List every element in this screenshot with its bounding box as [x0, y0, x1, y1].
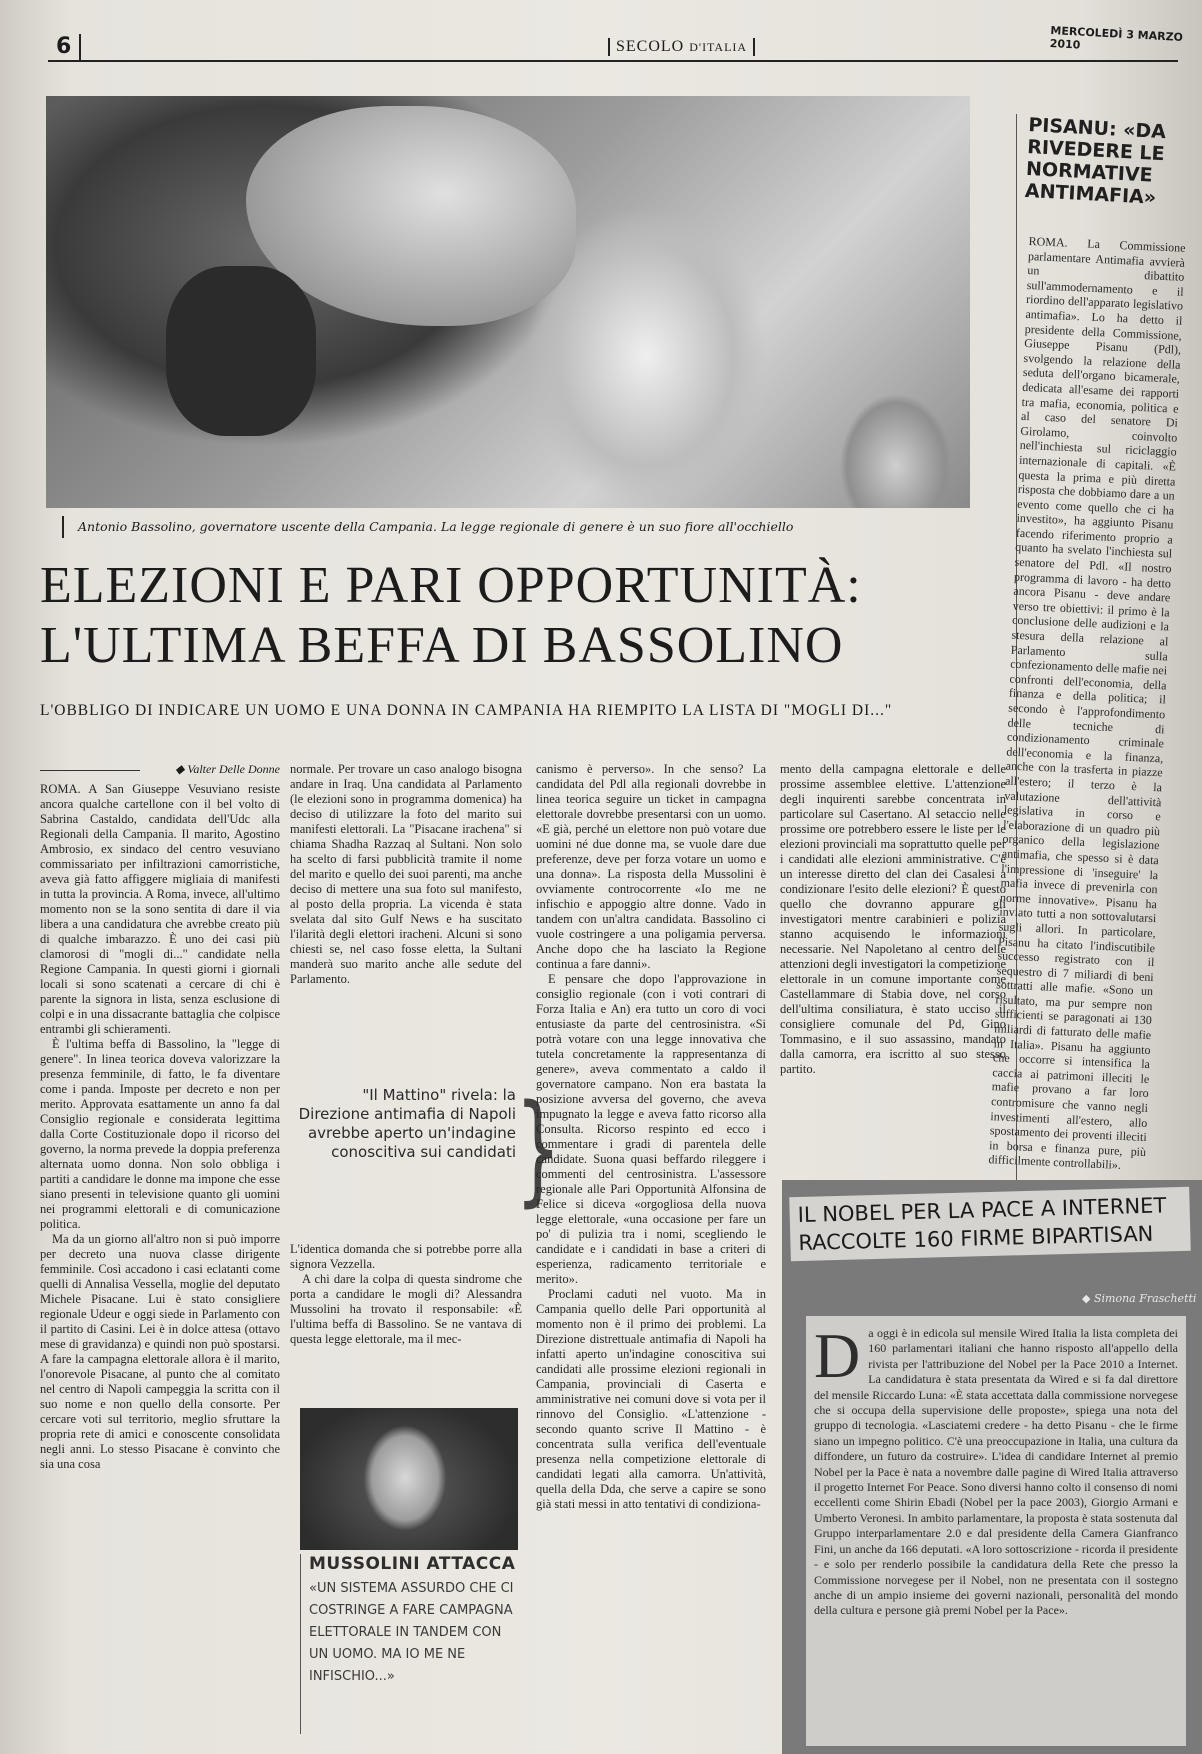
- nobel-body: [806, 1316, 1186, 1746]
- article-column-2-top: [290, 762, 522, 1052]
- pull-quote: "Il Mattino" rivela: la Direzione antimafia di Napoli avrebbe aperto un'indagine conoscitiva sui candidati: [298, 1086, 516, 1161]
- nobel-box: [782, 1180, 1202, 1754]
- masthead-name: SECOLO: [616, 38, 685, 55]
- nobel-body-text: a oggi è in edicola sul mensile Wired Italia la lista completa dei 160 parlamentari italiani che hanno risposto all'appello della rivista per l'attribuzione del Nobel per la Pace 2010 a Internet. La candidatura è stata presentata da Wired e si fa dal direttore del mensile Riccardo Luna: «È stata accettata dalla commissione norvegese che si occupa della supervisione delle proposte», spiega una nota del gruppo di tecnologia. «Lasciatemi credere - ha detto Pisanu - che le firme siano un impegno politico. C'è una preoccupazione in Italia, una cultura da diffondere, un futuro da costruire». L'idea di candidare Internet al premio Nobel per la Pace è nata a novembre dalle pagine di Wired Italia attraverso il progetto Internet For Peace. Sono diversi hanno colto il consenso di nomi eccellenti come Shirin Ebadi (Nobel per la pace 2003), Giorgio Armani e Umberto Veronesi. In ambito parlamentare, la proposta è stata sostenuta dal Gruppo interparlamentare 2.0 e dal presidente della Camera Gianfranco Fini, un anche da 166 deputati. «A loro sottoscrizione - ricorda il presidente - e solo per renderlo possibile la candidatura della Rete che presso la Commissione norvegese per il Nobel, non ne presentata con il sostegno anche di un ampio insieme dei governi nazionali, personalità del mondo della cultura e persone già premi Nobel per la Pace».: [814, 1326, 1178, 1618]
- masthead-small: D'ITALIA: [689, 40, 748, 54]
- bassolino-photo: [46, 96, 970, 508]
- pisanu-body: ROMA. La Commissione parlamentare Antimafia avvierà un dibattito sull'ammodernamento e il riordino dell'apparato legislativo antimafia». Lo ha detto il presidente della Commissione, Giuseppe Pisanu (Pdl), svolgendo la relazione della seduta dell'organo bicamerale, dedicata all'esame dei rapporti tra mafia, economia, politica e al caso del senatore Di Girolamo, coinvolto nell'inchiesta sul riciclaggio internazionale di capitali. «È questa la prima e più diretta risposta che dobbiamo dare a un evento come quello che ci ha investito», ha aggiunto Pisanu facendo riferimento proprio a quanto ha svelato l'inchiesta sul senatore del Pdl. «Il nostro programma di lavoro - ha detto ancora Pisanu - deve andare verso tre obiettivi: il primo è la conclusione delle audizioni e la stesura della relazione al Parlamento sulla confezionamento delle mafie nei confronti dell'economia, della finanza e della politica; il secondo è l'approfondimento delle tecniche di condizionamento criminale dell'economia e la finanza, anche con la trasferta in piazze all'estero; il terzo è la valutazione dell'attività legislativa in corso e l'elaborazione di un quadro più organico della legislazione antimafia, che spesso si è data l'impressione di 'inseguire' la mafia invece di prevenirla con norme innovative». Pisanu ha inviato tutti a non sottovalutarsi sugli allori. In particolare, Pisanu ha citato l'indiscutibile successo registrato con il sequestro di 7 miliardi di beni sottratti alle mafie. «Sono un risultato, ma pur sempre non sufficienti se paragonati ai 130 miliardi di fatturato delle mafie in Italia». Pisanu ha aggiunto che occorre si intensifica la caccia ai patrimoni illeciti le mafie provano a far loro contromisure che vanno negli investimenti all'estero, allo spostamento dei proventi illeciti in borsa e finanza pure, più difficilmente controllabili».: [988, 234, 1186, 1173]
- paragraph: L'identica domanda che si potrebbe porre alla signora Vezzella.: [290, 1242, 522, 1271]
- author-name: Valter Delle Donne: [187, 762, 280, 776]
- headline: [40, 556, 1000, 676]
- paragraph: normale. Per trovare un caso analogo bisogna andare in Iraq. Una candidata al Parlamento (le elezioni sono in programma domenica) ha deciso di utilizzare la foto del marito sui manifesti elettorali. La "Pisacane irachena" si chiama Shadha Razzaq al Sultani. Non solo ha scelto di farsi pubblicità tramite il nome del marito e quello dei suoi parenti, ma anche deciso di mettere una sua foto sul manifesto, al posto della propria. La vicenda è stata svelata dal sito Gulf News e ha suscitato l'ilarità degli elettori iracheni. Alcuni si sono chiesti se, nel caso fosse eletta, la Sultani manderà suo marito anche alle sedute del Parlamento.: [290, 762, 522, 986]
- paragraph: E pensare che dopo l'approvazione in consiglio regionale (con i voti contrari di Forza Italia e An) era tutto un coro di voci entusiaste da parte del centrosinistra. «Si potrà votare con una legge innovativa che tutela concretamente la rappresentanza di genere», aveva commentato a caldo il governatore campano. Non era bastata la posizione avversa del governo, che aveva impugnato la legge e aveva fatto ricorso alla Consulta. Ricorso respinto ed ecco i commentare i gradi di parentela delle candidate. Suona quasi beffardo rileggere i commenti del centrosinistra. L'assessore regionale alle Pari Opportunità Alfonsina de Felice si diceva «orgogliosa della nuova legge elettorale, «una occasione per fare un po' di pulizia tra i nomi, scegliendo le candidate e i candidati in base a criteri di esperienza, radicamento territoriale e merito».: [536, 972, 766, 1286]
- paragraph: canismo è perverso». In che senso? La candidata del Pdl alla regionali dovrebbe in linea teorica seguire un ticket in campagna elettorale dovrebbe presentarsi con un uomo. «E già, perché un elettore non può votare due uomini né due donne ma, se vuole dare due preferenze, deve per forza votare un uomo e una donna». La risposta della Mussolini è ovviamente controcorrente «Io me ne infischio e appoggio altre donne. Vado in tandem con un'altra candidata. Bassolino ci vuole costringere a una poligamia perversa. Anche dopo che ha lasciato la Regione continua a fare danni».: [536, 762, 766, 971]
- paragraph: È l'ultima beffa di Bassolino, la "legge di genere". In linea teorica doveva valorizzare la presenza femminile, di fatto, le fa diventare come i panda. Imposte per decreto e non per merito. Approvata esattamente un anno fa dal Consiglio regionale e considerata legittima dalla Corte Costituzionale dopo il ricorso del governo, la norma prevede la doppia preferenza alternata uomo donna. Non solo obbliga i partiti a candidare le donne ma impone che esse siano presenti in televisione quanto gli uomini nei programmi elettorali e di comunicazione politica.: [40, 1037, 280, 1231]
- mussolini-box-quote: «UN SISTEMA ASSURDO CHE CI COSTRINGE A FARE CAMPAGNA ELETTORALE IN TANDEM CON UN UOMO. MA IO ME NE INFISCHIO...»: [309, 1581, 514, 1684]
- nobel-title: IL NOBEL PER LA PACE A INTERNET RACCOLTE 160 FIRME BIPARTISAN: [789, 1187, 1191, 1261]
- pisanu-title: PISANU: «DA RIVEDERE LE NORMATIVE ANTIMAFIA»: [1024, 114, 1167, 209]
- page-header: [48, 32, 1178, 62]
- nobel-author-name: Simona Fraschetti: [1093, 1292, 1197, 1305]
- headline-line-2: L'ULTIMA BEFFA DI BASSOLINO: [40, 617, 844, 674]
- paragraph: Proclami caduti nel vuoto. Ma in Campania quello delle Pari opportunità al momento non è il primo dei problemi. La Direzione distrettuale antimafia di Napoli ha infatti aperto un'indagine conoscitiva sui candidati alle prossime elezioni regionali in Campania, provinciali di Caserta e amministrative nei comuni dove si vota per il rinnovo del Consiglio. «L'attenzione - secondo quanto scrive Il Mattino - è concentrata sulla verifica dell'eventuale presenza nella competizione elettorale di candidati legati alla camorra. Un'attività, quella della Dda, che serve a capire se sono già stati messi in atto tentativi di condiziona-: [536, 1287, 766, 1511]
- paragraph: Ma da un giorno all'altro non si può imporre per decreto una nuova classe dirigente femminile. Così accadono i casi eclatanti come quelli di Annalisa Vessella, moglie del deputato Michele Pisacane. Lui è stato consigliere regionale Udeur e oggi siede in Parlamento con il partito di Casini. Lei è in dolce attesa (ottavo mese di gravidanza) e quindi non può spostarsi. A fare la campagna elettorale allora è il marito, l'onorevole Pisacane, al punto che al comitato nel centro di Napoli campeggia la scritta con il suo nome e non quello della consorte. Per cercare voti sul territorio, meglio sfruttare la propria rete di amici e conoscente consolidata negli anni. Lo stesso Pisacane è convinto che sia una cosa: [40, 1232, 280, 1471]
- nobel-author: ◆ Simona Fraschetti: [1082, 1292, 1197, 1305]
- article-column-1: [40, 782, 280, 1742]
- mussolini-box-title: MUSSOLINI ATTACCA: [309, 1554, 516, 1574]
- mussolini-photo: [300, 1408, 518, 1550]
- article-column-4: [780, 762, 1006, 1174]
- byline: ◆ Valter Delle Donne: [40, 762, 280, 777]
- paragraph: A chi dare la colpa di questa sindrome che porta a candidare le mogli di? Alessandra Mussolini ha trovato il responsabile: «È l'ultima beffa di Bassolino. Se ne vantava di questa legge elettorale, ma il mec-: [290, 1272, 522, 1346]
- paragraph: mento della campagna elettorale e delle prossime assemblee elettive. L'attenzione degli inquirenti sarebbe concentrata in particolare sul Casertano. Al setaccio nelle prossime ore potrebbero essere le liste per le elezioni provinciali ma soprattutto quelle per i candidati alle elezioni amministrative. C'è un interesse diretto del clan dei Casalesi a condizionare l'esito delle elezioni? È questo quello che dovranno appurare gli investigatori mentre carabinieri e polizia stanno acquisendo le informazioni necessarie. Nel Napoletano al centro delle attenzioni degli investigatori la competizione elettorale in un comune importante come Castellammare di Stabia dove, nel corso dell'ultima consiliatura, è stato ucciso il consigliere comunale del Pd, Gino Tommasino, e il suo assassino, mandato dalla camorra, era iscritto al suo stesso partito.: [780, 762, 1006, 1076]
- issue-date: MERCOLEDÌ 3 MARZO 2010: [1049, 24, 1184, 52]
- paragraph: ROMA. A San Giuseppe Vesuviano resiste ancora qualche cartellone con il bel volto di Sabrina Castaldo, candidata dell'Udc alla Regionali della Campania. Il marito, Agostino Ambrosio, ex sindaco del centro vesuviano commissariato per infiltrazioni camorristiche, aveva già fatto affiggere migliaia di manifesti in tutta la provincia. A Roma, invece, all'ultimo momento non se la sono sentita di dare il via libera a una candidatura che avrebbe creato più di qualche imbarazzo. È uno dei casi più clamorosi di "mogli di..." candidate nella Regione Campania. In questi giorni i giornali locali si sono scatenati a cercare di chi è parente la signora in lista, senza esclusione di colpi e in una dissacrante battaglia che colpisce entrambi gli schieramenti.: [40, 782, 280, 1036]
- mussolini-box: [300, 1554, 522, 1734]
- subheadline: L'OBBLIGO DI INDICARE UN UOMO E UNA DONNA IN CAMPANIA HA RIEMPITO LA LISTA DI "MOGLI DI...": [40, 702, 893, 719]
- masthead: [608, 38, 755, 56]
- headline-line-1: ELEZIONI E PARI OPPORTUNITÀ:: [40, 557, 862, 614]
- page-number: 6: [56, 34, 81, 62]
- article-column-3: [536, 762, 766, 1742]
- drop-cap: D: [814, 1320, 861, 1391]
- pisanu-sidebar: [988, 114, 1186, 1184]
- article-column-2-bottom: [290, 1242, 522, 1392]
- brace-decoration: }: [515, 1080, 562, 1219]
- photo-caption: Antonio Bassolino, governatore uscente della Campania. La legge regionale di genere è un suo fiore all'occhiello: [62, 516, 962, 538]
- photo-glove-shape: [166, 266, 316, 436]
